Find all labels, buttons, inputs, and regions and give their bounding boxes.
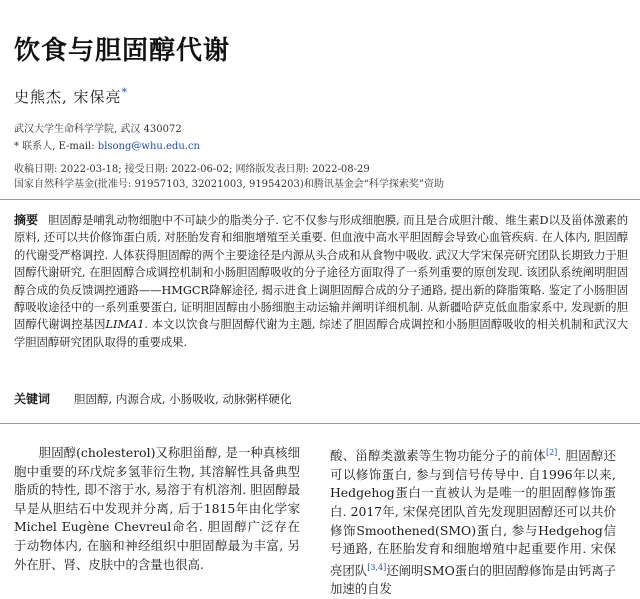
author-list xyxy=(14,86,128,107)
paper-title: 饮食与胆固醇代谢 xyxy=(14,36,231,66)
author-names: 史熊杰, 宋保亮 xyxy=(14,88,122,106)
keywords-label: 关键词 xyxy=(14,392,51,406)
contact-prefix: * 联系人, E-mail: xyxy=(14,141,98,152)
affiliation: 武汉大学生命科学学院, 武汉 430072 xyxy=(14,124,182,135)
funding-note: 国家自然科学基金(批准号: 91957103, 32021003, 91954203)和腾讯基金会“科学探索奖”资助 xyxy=(14,179,444,190)
abstract-label: 摘要 xyxy=(14,213,39,227)
body-right-text-1: 酸、甾醇类激素等生物功能分子的前体 xyxy=(330,448,546,464)
abstract xyxy=(14,212,628,351)
divider-top xyxy=(0,199,640,200)
email-link[interactable]: blsong@whu.edu.cn xyxy=(97,141,200,152)
citation-ref-3-4[interactable]: [3,4] xyxy=(367,562,387,572)
contact-line xyxy=(14,137,200,152)
abstract-text: 胆固醇是哺乳动物细胞中不可缺少的脂类分子. 它不仅参与形成细胞膜, 而且是合成胆汁酸、维生素D以及甾体激素的原料, 还可以共价修饰蛋白质, 对胚胎发育和细胞增殖至关重要. 但血液中高水平胆固醇会导致心血管疾病. 在人体内, 胆固醇的代谢受严格调控. 人体获得胆固醇的两个主要途径是内源从头合成和从食物中吸收. 武汉大学宋保亮研究团队长期致力于胆固醇代谢研究, 在胆固醇合成调控机制和小肠胆固醇吸收的分子途径方面取得了一系列重要的原创发现. 该团队系统阐明胆固醇合成的负反馈调控通路——HMGCR降解途径, 揭示进食上调胆固醇合成的分子通路, 提出新的降脂策略. 鉴定了小肠胆固醇吸收途径中的一系列重要蛋白, 证明胆固醇由小肠细胞主动运输并阐明详细机制. 从新疆哈萨克低血脂家系中, 发现新的胆固醇代谢调控基因 xyxy=(14,214,628,332)
publication-dates: 收稿日期: 2022-03-18; 接受日期: 2022-06-02; 网络版发表日期: 2022-08-29 xyxy=(14,164,370,175)
divider-bottom xyxy=(0,423,640,424)
body-right-text-2: . 胆固醇还可以修饰蛋白, 参与到信号传导中. 自1996年以来, Hedgehog蛋白一直被认为是唯一的胆固醇修饰蛋白. 2017年, 宋保亮团队首先发现胆固醇还可以共价修饰Smoothened(SMO)蛋白, 参与Hedgehog信号通路, 在胚胎发育和细胞增殖中起重要作用. 宋保亮团队 xyxy=(330,448,616,578)
keywords-text: 胆固醇, 内源合成, 小肠吸收, 动脉粥样硬化 xyxy=(74,392,292,406)
body-right-text-3: 还阐明SMO蛋白的胆固醇修饰是由钙离子加速的自发 xyxy=(330,562,616,597)
keywords xyxy=(14,390,291,407)
body-column-right xyxy=(330,444,616,599)
corresponding-author-mark: * xyxy=(121,86,129,99)
citation-ref-2[interactable]: [2] xyxy=(545,448,558,457)
abstract-tail: . 本文以饮食与胆固醇代谢为主题, 综述了胆固醇合成调控和小肠胆固醇吸收的相关机制和武汉大学胆固醇研究团队取得的重要成果. xyxy=(14,318,628,349)
abstract-gene-name: LIMA1 xyxy=(105,318,145,332)
body-column-left: 胆固醇(cholesterol)又称胆甾醇, 是一种真核细胞中重要的环戊烷多氢菲衍生物, 其溶解性具备典型脂质的特性, 即不溶于水, 易溶于有机溶剂. 胆固醇最早是从胆结石中发现并分离, 后于1815年由化学家Michel Eugène Chevreul命名. 胆固醇广泛存在于动物体内, 在脑和神经组织中胆固醇最为丰富, 另外在肝、肾、皮肤中的含量也很高. xyxy=(14,445,300,572)
